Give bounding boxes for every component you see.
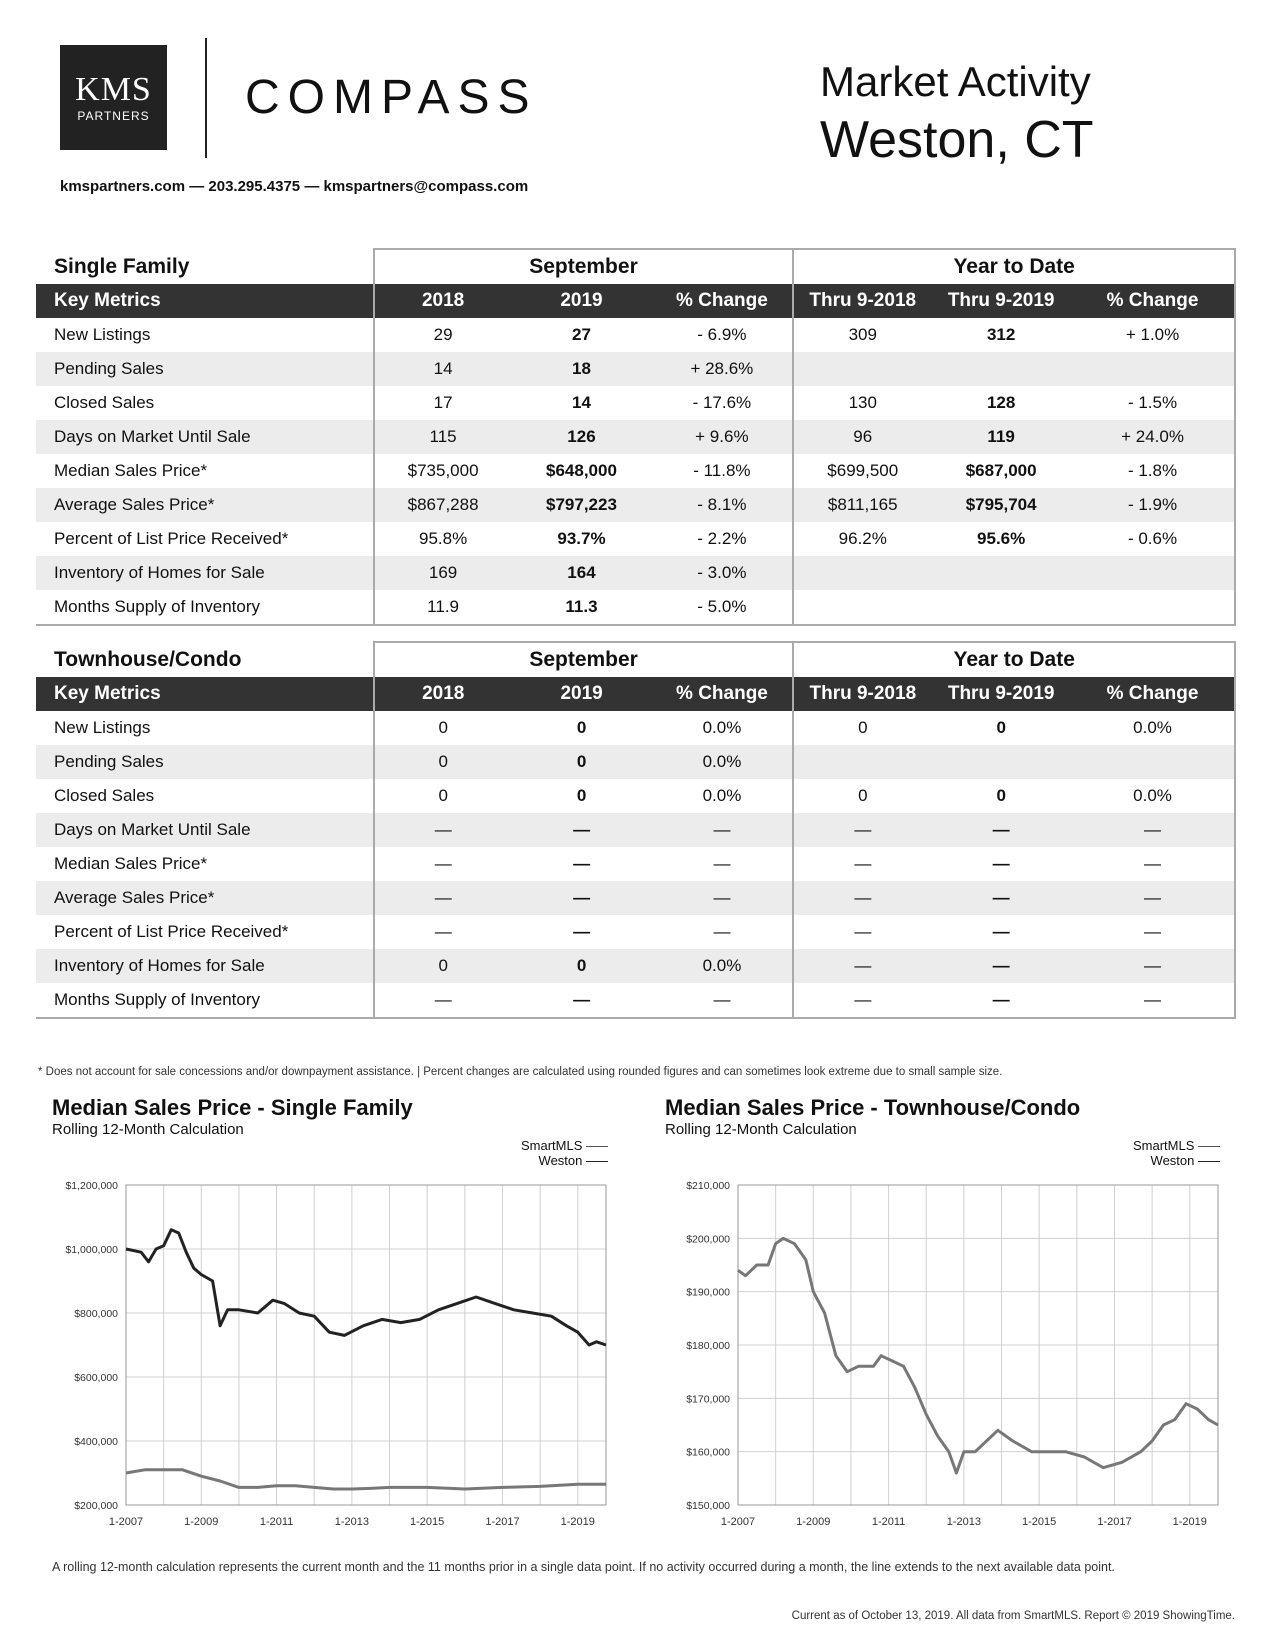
metric-label: Percent of List Price Received* (54, 922, 289, 941)
page-location: Weston, CT (820, 111, 1094, 169)
header-divider (205, 38, 207, 158)
logo-line-1: KMS (75, 71, 152, 108)
table-cell: - 2.2% (697, 529, 747, 548)
table-row (36, 318, 1235, 352)
logo-line-2: PARTNERS (77, 109, 150, 123)
table-cell: 0.0% (702, 786, 742, 805)
table-cell: + 24.0% (1071, 420, 1235, 454)
table-row (36, 420, 1235, 454)
table-cell: 17 (374, 386, 512, 420)
column-header: % Change (1071, 677, 1235, 711)
table-cell: 0 (996, 786, 1006, 805)
table-cell: 115 (374, 420, 512, 454)
table-cell: - 3.0% (651, 556, 793, 590)
table-row (36, 386, 1235, 420)
chart-2-median-sales-townhouse-condo (652, 1175, 1232, 1545)
table-cell: — (652, 813, 794, 847)
y-tick-label: $160,000 (686, 1446, 730, 1459)
table-cell: - 1.5% (1071, 386, 1235, 420)
x-tick-label: 1-2009 (796, 1516, 831, 1528)
y-tick-label: $600,000 (74, 1372, 118, 1384)
table-cell: 0 (996, 718, 1006, 737)
table-cell: $699,500 (793, 454, 931, 488)
column-header: % Change (652, 677, 794, 711)
table-row (36, 779, 1235, 813)
legend-item: Weston (440, 1153, 608, 1168)
metric-label: Pending Sales (36, 745, 374, 779)
metric-label: New Listings (54, 325, 151, 344)
table-cell: 0 (793, 779, 931, 813)
chart-2-title (665, 1095, 1080, 1138)
table-cell: — (992, 854, 1010, 873)
column-header: Key Metrics (36, 284, 374, 318)
table-cell: — (573, 854, 591, 873)
table-row (36, 949, 1235, 983)
table-cell: $867,288 (374, 488, 512, 522)
table-cell (931, 745, 1071, 779)
metric-label: Median Sales Price* (54, 461, 208, 480)
y-tick-label: $180,000 (686, 1340, 730, 1352)
table-cell: — (713, 854, 731, 873)
series-line-smartmls (738, 1238, 1218, 1473)
metric-label: Days on Market Until Sale (36, 813, 374, 847)
table-cell: 14 (374, 352, 512, 386)
table-cell: 93.7% (557, 529, 606, 548)
table-cell (931, 590, 1071, 625)
table-cell: — (793, 915, 931, 949)
x-tick-label: 1-2017 (1097, 1516, 1132, 1528)
table-cell: 11.3 (512, 590, 652, 625)
table-cell: $648,000 (546, 461, 617, 480)
metric-label: Average Sales Price* (36, 488, 374, 522)
table-cell: — (1071, 949, 1235, 983)
column-header: 2019 (512, 677, 652, 711)
table-cell: 0.0% (1071, 779, 1235, 813)
table-cell: — (652, 881, 794, 915)
table-cell: — (374, 813, 512, 847)
table-cell: 95.8% (374, 522, 512, 556)
y-tick-label: $400,000 (74, 1436, 118, 1448)
table-cell: 14 (572, 393, 591, 412)
table-cell: $735,000 (374, 454, 512, 488)
table-row (36, 881, 1235, 915)
table-cell: — (931, 949, 1071, 983)
table-cell: 96.2% (793, 522, 931, 556)
x-tick-label: 1-2007 (720, 1516, 756, 1528)
chart-1-median-sales-single-family (40, 1175, 620, 1545)
table-cell: 18 (512, 352, 652, 386)
table-cell: 0 (512, 745, 652, 779)
y-tick-label: $800,000 (74, 1308, 118, 1320)
table-row (36, 711, 1235, 745)
table-cell: — (573, 922, 591, 941)
table-cell (793, 590, 931, 625)
column-header: Thru 9-2018 (793, 284, 931, 318)
page-title: Market Activity (820, 58, 1091, 105)
table-cell: $795,704 (931, 488, 1071, 522)
chart-subtitle: Rolling 12-Month Calculation (665, 1121, 857, 1138)
column-header-row (36, 677, 1235, 711)
column-header: Thru 9-2019 (931, 677, 1071, 711)
table-cell: 11.9 (374, 590, 512, 625)
metric-label: Closed Sales (54, 393, 155, 412)
table-cell: + 9.6% (651, 420, 793, 454)
metric-label: Inventory of Homes for Sale (36, 556, 374, 590)
table-row (36, 522, 1235, 556)
y-tick-label: $200,000 (686, 1233, 730, 1246)
copyright-note: Current as of October 13, 2019. All data from SmartMLS. Report © 2019 ShowingTime. (791, 1610, 1235, 1622)
table-cell: + 28.6% (651, 352, 793, 386)
column-header: % Change (1071, 284, 1235, 318)
table-cell: — (931, 983, 1071, 1018)
table-cell: 0 (374, 949, 512, 983)
table-cell: - 11.8% (693, 461, 751, 480)
y-tick-label: $150,000 (686, 1500, 730, 1512)
legend-item: SmartMLS (1052, 1138, 1220, 1153)
table-cell: - 6.9% (697, 325, 747, 344)
table-cell: 126 (512, 420, 652, 454)
metric-label: Days on Market Until Sale (36, 420, 374, 454)
group-header-month: September (374, 642, 794, 677)
table-cell: — (1071, 847, 1235, 881)
table-row (36, 488, 1235, 522)
table-cell: 164 (512, 556, 652, 590)
column-header: 2019 (512, 284, 652, 318)
table-row (36, 813, 1235, 847)
table-cell: $687,000 (965, 461, 1037, 480)
metric-label: New Listings (54, 718, 151, 737)
chart-title: Median Sales Price - Townhouse/Condo (665, 1095, 1081, 1120)
table-cell: 0 (576, 786, 587, 805)
table-cell (793, 556, 931, 590)
metric-label: Months Supply of Inventory (36, 590, 374, 625)
table-cell: 95.6% (977, 529, 1026, 548)
table-cell: — (992, 922, 1010, 941)
table-cell: — (374, 915, 512, 949)
x-tick-label: 1-2015 (410, 1516, 445, 1528)
x-tick-label: 1-2011 (871, 1516, 906, 1528)
x-tick-label: 1-2019 (560, 1516, 595, 1528)
legend-item: SmartMLS (440, 1138, 608, 1153)
x-tick-label: 1-2013 (334, 1516, 370, 1528)
y-tick-label: $190,000 (686, 1286, 730, 1299)
column-header: Key Metrics (36, 677, 374, 711)
table-cell: 0.0% (652, 949, 794, 983)
table-cell: - 1.8% (1071, 454, 1235, 488)
table-cell: 29 (374, 318, 512, 352)
table-cell: 0 (374, 779, 512, 813)
metric-label: Closed Sales (54, 786, 155, 805)
group-header-ytd: Year to Date (793, 249, 1235, 284)
table-row (36, 745, 1235, 779)
x-tick-label: 1-2007 (108, 1516, 144, 1528)
column-header: 2018 (374, 677, 512, 711)
metric-label: Months Supply of Inventory (36, 983, 374, 1018)
x-tick-label: 1-2013 (946, 1516, 982, 1528)
group-header-ytd: Year to Date (793, 642, 1235, 677)
table-cell (931, 352, 1071, 386)
column-header: Thru 9-2019 (931, 284, 1071, 318)
series-line-smartmls (126, 1470, 606, 1489)
table-cell: — (1071, 881, 1235, 915)
table-cell: 0 (512, 949, 652, 983)
table-cell: — (1071, 813, 1235, 847)
table-cell: 0.0% (652, 745, 794, 779)
table-cell: 312 (986, 325, 1016, 344)
table-row (36, 915, 1235, 949)
table-cell: 0 (793, 711, 931, 745)
table-row (36, 352, 1235, 386)
table-cell: 0 (374, 711, 512, 745)
chart-2-legend (1052, 1138, 1220, 1168)
table-cell: 0.0% (702, 718, 742, 737)
x-tick-label: 1-2017 (485, 1516, 520, 1528)
table-row (36, 556, 1235, 590)
table-cell: — (374, 881, 512, 915)
column-header: % Change (651, 284, 793, 318)
table-cell: - 5.0% (651, 590, 793, 625)
table-cell: 130 (793, 386, 931, 420)
table-cell (793, 745, 931, 779)
metric-label: Percent of List Price Received* (54, 529, 289, 548)
table-cell: 169 (374, 556, 512, 590)
table-cell: 27 (572, 325, 591, 344)
table-cell: 0 (576, 718, 587, 737)
y-tick-label: $210,000 (686, 1180, 730, 1192)
townhouse-condo-table (36, 641, 1236, 1019)
table-cell: — (793, 847, 931, 881)
table-row (36, 983, 1235, 1018)
single-family-table (36, 248, 1236, 626)
metric-label: Average Sales Price* (36, 881, 374, 915)
compass-wordmark: COMPASS (245, 71, 538, 124)
column-header-row (36, 284, 1235, 318)
table-cell: 0.0% (1071, 711, 1235, 745)
table-cell: — (793, 881, 931, 915)
contact-line: kmspartners.com — 203.295.4375 — kmspartners@compass.com (60, 178, 529, 195)
table-cell: — (931, 881, 1071, 915)
group-header-month: September (374, 249, 794, 284)
metric-label: Inventory of Homes for Sale (36, 949, 374, 983)
series-line-weston (126, 1230, 606, 1345)
section-title: Single Family (54, 254, 190, 278)
table-cell: — (931, 813, 1071, 847)
x-tick-label: 1-2011 (259, 1516, 294, 1528)
plot-frame (126, 1185, 606, 1505)
chart-1-title (52, 1095, 413, 1138)
table-row (36, 847, 1235, 881)
table-cell: $811,165 (793, 488, 931, 522)
table-cell (1071, 590, 1235, 625)
metric-label: Pending Sales (36, 352, 374, 386)
table-cell: — (793, 983, 931, 1018)
table-cell: — (1071, 915, 1235, 949)
column-header: Thru 9-2018 (793, 677, 931, 711)
y-tick-label: $1,000,000 (65, 1244, 118, 1256)
table-cell: - 17.6% (692, 393, 752, 412)
table-cell: — (374, 983, 512, 1018)
table-cell (931, 556, 1071, 590)
table-cell (793, 352, 931, 386)
table-cell: - 0.6% (1071, 522, 1235, 556)
table-cell: 128 (986, 393, 1016, 412)
section-title: Townhouse/Condo (54, 647, 242, 671)
table-cell: 0 (374, 745, 512, 779)
y-tick-label: $200,000 (74, 1500, 118, 1512)
table-cell: — (512, 983, 652, 1018)
table-cell: $797,223 (512, 488, 652, 522)
table-row (36, 454, 1235, 488)
y-tick-label: $1,200,000 (65, 1180, 118, 1192)
table-cell: + 1.0% (1071, 318, 1235, 352)
table-cell: — (793, 949, 931, 983)
table-cell: — (512, 881, 652, 915)
rolling-calculation-note: A rolling 12-month calculation represents the current month and the 11 months prior in a single data point. If no activity occurred during a month, the line extends to the next available data point. (52, 1560, 1115, 1574)
y-tick-label: $170,000 (686, 1393, 730, 1406)
table-cell (1071, 745, 1235, 779)
table-cell: — (374, 847, 512, 881)
table-cell: 119 (931, 420, 1071, 454)
table-cell: - 1.9% (1071, 488, 1235, 522)
table-cell: — (652, 983, 794, 1018)
footnote: * Does not account for sale concessions and/or downpayment assistance. | Percent changes are calculated using rounded figures and can sometimes look extreme due to small sample size. (38, 1066, 1003, 1078)
table-row (36, 590, 1235, 625)
table-cell: — (512, 813, 652, 847)
chart-1-legend (440, 1138, 608, 1168)
legend-item: Weston (1052, 1153, 1220, 1168)
x-tick-label: 1-2009 (184, 1516, 219, 1528)
table-cell (1071, 352, 1235, 386)
table-cell: — (713, 922, 731, 941)
table-cell (1071, 556, 1235, 590)
kms-partners-logo (60, 45, 167, 150)
x-tick-label: 1-2019 (1172, 1516, 1207, 1528)
metric-label: Median Sales Price* (54, 854, 208, 873)
chart-title: Median Sales Price - Single Family (52, 1095, 413, 1120)
chart-subtitle: Rolling 12-Month Calculation (52, 1121, 244, 1138)
table-cell: 309 (793, 318, 931, 352)
table-cell: - 8.1% (651, 488, 793, 522)
table-cell: 96 (793, 420, 931, 454)
x-tick-label: 1-2015 (1022, 1516, 1057, 1528)
table-cell: — (793, 813, 931, 847)
table-cell: — (1071, 983, 1235, 1018)
column-header: 2018 (374, 284, 512, 318)
